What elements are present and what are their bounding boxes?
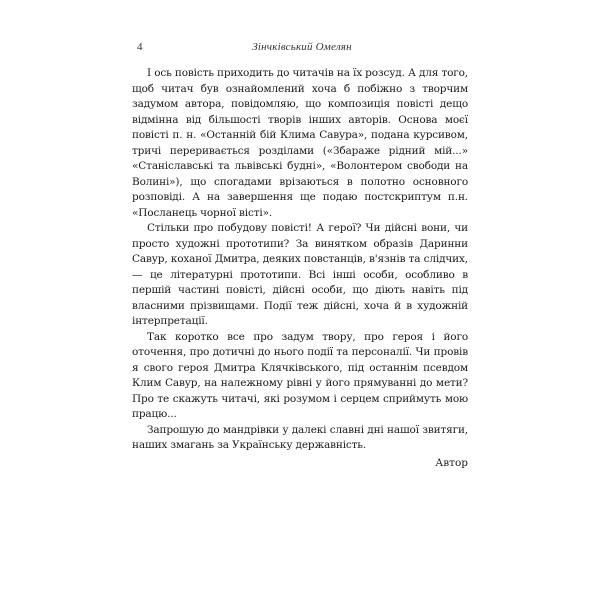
- running-title: Зінчківський Омелян: [252, 41, 352, 53]
- running-head: [137, 41, 467, 55]
- body-text: [132, 66, 468, 471]
- paragraph: І ось повість приходить до читачів на їх розсуд. А для того, щоб читач був ознайомлений хоча б побіжно з творчим задумом автора, повідомляю, що композиція повісті дещо відмінна від більшості творів інших авторів. Основа моєї повісті п. н. «Останній бій Клима Савура», подана курсивом, тричі переривається розділами («Збараже рідний мій...» «Станіславські та львівські будні», «Волонтером свободи на Волині»), що спогадами врізаються в полотно основного розповіді. А на завершення ще подаю постскриптум п.н. «Посланець чорної вісті».: [132, 67, 468, 219]
- paragraph: Так коротко все про задум твору, про героя і його оточення, про дотичні до нього події та персоналії. Чи провів я свого героя Дмитра Клячківського, під останнім псевдом Клим Савур, на належному рівні у його прямуванні до мети? Про те скажуть читачі, які розумом і серцем сприймуть мою працю...: [132, 330, 468, 420]
- author-signature: Автор: [435, 456, 468, 469]
- page-number: 4: [137, 41, 143, 53]
- paragraph: Стільки про побудову повісті! А герої? Чи дійсні вони, чи просто художні прототипи? За винятком образів Даринни Савур, коханої Дмитра, деяких повстанців, в'язнів та слідчих, — це літературні прототипи. Всі інші особи, особливо в першій частині повісті, дійсні особи, що діють навіть під власними прізвищами. Події теж дійсні, хоча й в художній інтерпретації.: [132, 222, 468, 327]
- paragraph: Запрошую до мандрівки у далекі славні дні нашої звитяги, наших змагань за Українську державність.: [132, 423, 468, 451]
